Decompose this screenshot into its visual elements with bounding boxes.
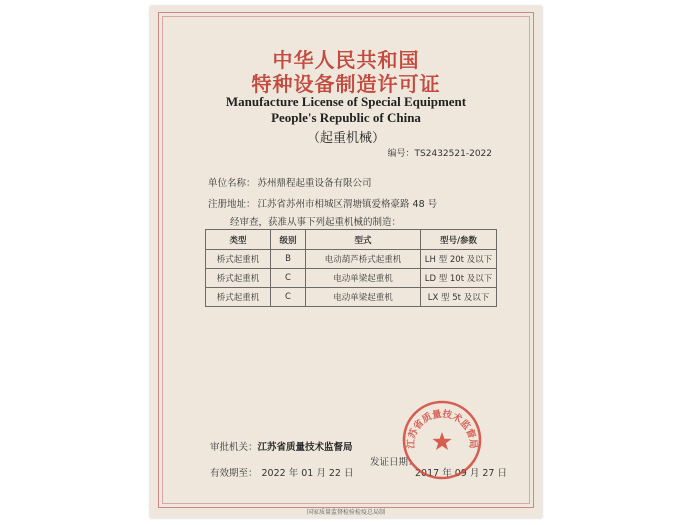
- approved-equipment-table: [205, 229, 497, 307]
- approval-statement: 经审查，获准从事下列起重机械的制造：: [230, 217, 402, 228]
- title-cn-line1: 中华人民共和国: [272, 48, 420, 72]
- issuer-note: 国家质量监督检验检疫总局制: [306, 509, 385, 516]
- license-sheet: [150, 6, 542, 518]
- validity-row: [210, 465, 507, 479]
- equipment-category: （起重机械）: [306, 131, 385, 146]
- cell-model: LD 型 10t 及以下: [421, 269, 497, 288]
- unit-name-value: 苏州鼎程起重设备有限公司: [257, 178, 372, 189]
- license-number-value: TS2432521-2022: [414, 149, 492, 159]
- title-en-line1: Manufacture License of Special Equipment: [225, 94, 467, 109]
- issue-date-value: 2017 年 09 月 27 日: [415, 468, 507, 479]
- header-form: 型式: [306, 230, 421, 250]
- table-row: [206, 288, 497, 307]
- unit-name-row: [208, 175, 372, 189]
- header-type: 类型: [206, 230, 271, 250]
- cell-model: LX 型 5t 及以下: [421, 288, 497, 307]
- address-value: 江苏省苏州市相城区渭塘镇爱格豪路 48 号: [257, 199, 438, 210]
- header-model: 型号/参数: [421, 230, 497, 250]
- address-label: 注册地址：: [208, 199, 256, 210]
- table-row: [206, 250, 497, 269]
- official-seal-stamp: [401, 399, 483, 481]
- authority-value: 江苏省质量技术监督局: [257, 442, 353, 453]
- seal-text: 江苏省质量技术监督局: [405, 408, 479, 449]
- valid-until-label: 有效期至：: [210, 468, 258, 479]
- cell-grade: C: [271, 269, 306, 288]
- table-row: [206, 269, 497, 288]
- valid-until-value: 2022 年 01 月 22 日: [261, 468, 354, 479]
- license-number: [388, 146, 492, 159]
- table-header-row: [206, 230, 497, 250]
- cell-form: 电动葫芦桥式起重机: [306, 250, 421, 269]
- cell-model: LH 型 20t 及以下: [421, 250, 497, 269]
- cell-type: 桥式起重机: [206, 288, 271, 307]
- cell-form: 电动单梁起重机: [306, 269, 421, 288]
- authority-label: 审批机关：: [210, 442, 258, 453]
- cell-grade: C: [271, 288, 306, 307]
- cell-type: 桥式起重机: [206, 250, 271, 269]
- authority-row: [210, 439, 353, 453]
- title-cn-line2: 特种设备制造许可证: [251, 72, 441, 96]
- cell-grade: B: [271, 250, 306, 269]
- title-en-line2: People's Republic of China: [271, 110, 421, 125]
- cell-type: 桥式起重机: [206, 269, 271, 288]
- address-row: [208, 196, 437, 210]
- seal-star-icon: [432, 432, 451, 450]
- header-grade: 级别: [271, 230, 306, 250]
- issue-date-label: 发证日期：: [370, 457, 418, 468]
- unit-name-label: 单位名称：: [208, 178, 256, 189]
- cell-form: 电动单梁起重机: [306, 288, 421, 307]
- license-number-label: 编号：: [387, 149, 415, 159]
